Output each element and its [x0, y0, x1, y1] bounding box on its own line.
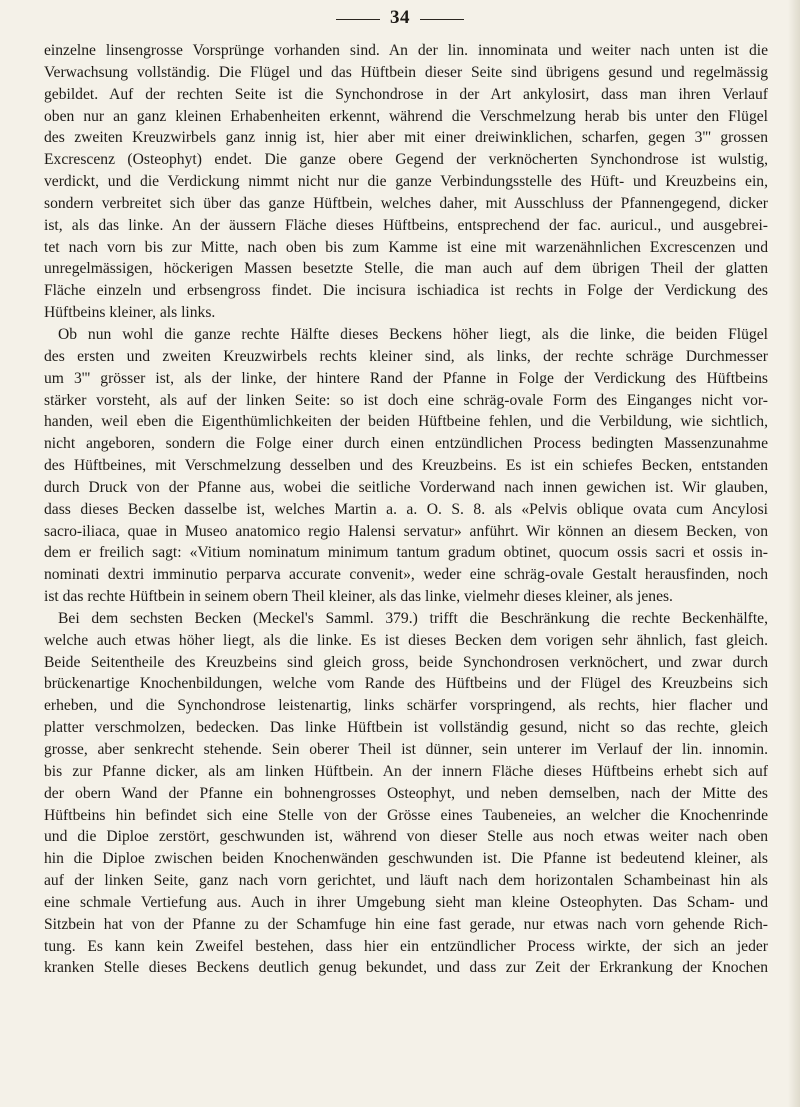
- text-line: tung. Es kann kein Zweifel bestehen, dass hier ein entzündlicher Process wirkte, der sich an jeder: [44, 937, 768, 955]
- text-line: oben nur an ganz kleinen Erhabenheiten erkennt, während die Verschmelzung herab bis unter den Flügel: [44, 107, 768, 125]
- text-line: Verwachsung vollständig. Die Flügel und das Hüftbein dieser Seite sind übrigens gesund und regelmässig: [44, 63, 768, 81]
- text-line: handen, weil eben die Eigenthümlichkeiten der beiden Hüftbeine fehlen, und die Verbildung, wie sichtlich,: [44, 413, 768, 431]
- text-line: bis zur Pfanne dicker, als am linken Hüftbein. An der innern Fläche dieses Hüftbeins erhebt sich auf: [44, 762, 768, 780]
- text-line: Excrescenz (Osteophyt) endet. Die ganze obere Gegend der verknöcherten Synchondrose ist wulstig,: [44, 151, 768, 169]
- header-rule-right: [420, 19, 464, 20]
- text-line: verdickt, und die Verdickung nimmt nicht nur die ganze Verbindungsstelle des Hüft- und Kreuzbeins ein,: [44, 173, 768, 191]
- text-line: durch Druck von der Pfanne aus, wobei die seitliche Vorderwand nach innen gewichen ist. Wir glauben,: [44, 478, 768, 496]
- text-line: eine schmale Vertiefung aus. Auch in ihrer Umgebung sieht man kleine Osteophyten. Das Scham- und: [44, 893, 768, 911]
- text-line: tet nach vorn bis zur Mitte, nach oben bis zum Kamme ist eine mit warzenähnlichen Excrescenzen und: [44, 238, 768, 256]
- text-line: stärker vorsteht, als auf der linken Seite: so ist doch eine schräg-ovale Form des Einganges nicht vor-: [44, 391, 768, 409]
- text-line: platter verschmolzen, bedecken. Das linke Hüftbein ist vollständig gesund, nicht so das rechte, gleich: [44, 719, 768, 737]
- text-line: nicht angeboren, sondern die Folge einer durch einen entzündlichen Process bedingten Massenzunahme: [44, 435, 768, 453]
- page-edge-shadow: [788, 0, 800, 1107]
- text-line: sacro-iliaca, quae in Museo anatomico regio Halensi servatur» anführt. Wir können an diesem Becken, von: [44, 522, 768, 540]
- text-line: grosse, aber senkrecht stehende. Sein oberer Theil ist dünner, sein unterer im Verlauf der lin. innomin.: [44, 741, 768, 758]
- text-line: ist, als das linke. An der äussern Fläche dieses Hüftbeins, entsprechend der fac. auricul., und ausgebrei-: [44, 216, 768, 234]
- text-line: einzelne linsengrosse Vorsprünge vorhanden sind. An der lin. innominata und weiter nach unten ist die: [44, 42, 768, 59]
- text-line: erheben, und die Synchondrose leistenartig, links schärfer vorspringend, als rechts, hier flacher und: [44, 697, 768, 715]
- text-line: des zweiten Kreuzwirbels ganz innig ist, hier aber mit einer dreiwinklichen, scharfen, gegen 3''' grossen: [44, 129, 768, 147]
- text-line: ist das rechte Hüftbein in seinem obern Theil kleiner, als das linke, vielmehr dieses kleiner, als jenes.: [44, 588, 673, 606]
- text-line: Hüftbeins kleiner, als links.: [44, 304, 216, 322]
- text-line: der obern Wand der Pfanne ein bohnengrosses Osteophyt, und neben demselben, nach der Mitte des: [44, 784, 768, 802]
- text-line: kranken Stelle dieses Beckens deutlich genug bekundet, und dass zur Zeit der Erkrankung der Knochen: [44, 959, 768, 977]
- text-line: Fläche einzeln und erbsengross findet. Die incisura ischiadica ist rechts in Folge der Verdickung des: [44, 282, 768, 300]
- text-line: des ersten und zweiten Kreuzwirbels rechts kleiner sind, als links, der rechte schräge Durchmesser: [44, 347, 768, 365]
- text-line: nominati dextri imminutio perparva accurate convenit», weder eine schräg-ovale Gestalt herausfinden, noch: [44, 566, 768, 584]
- text-line: hin die Diploe zwischen beiden Knochenwänden geschwunden ist. Die Pfanne ist bedeutend kleiner, als: [44, 850, 768, 868]
- text-line: Bei dem sechsten Becken (Meckel's Samml. 379.) trifft die Beschränkung die rechte Beckenhälfte,: [58, 609, 768, 627]
- text-line: um 3''' grösser ist, als der linke, der hintere Rand der Pfanne in Folge der Verdickung des Hüftbeins: [44, 369, 768, 387]
- body-text: [44, 40, 768, 979]
- text-line: Ob nun wohl die ganze rechte Hälfte dieses Beckens höher liegt, als die linke, die beiden Flügel: [58, 325, 768, 343]
- text-line: dem er freilich sagt: «Vitium nominatum minimum tantum gradum obtinet, quocum ossis sacri et ossis in-: [44, 544, 768, 562]
- text-line: dass dieses Becken dasselbe ist, welches Martin a. a. O. S. 8. als «Pelvis oblique ovata cum Ancylosi: [44, 500, 768, 518]
- text-line: des Hüftbeines, mit Verschmelzung desselben und des Kreuzbeins. Es ist ein schiefes Becken, entstanden: [44, 457, 768, 475]
- text-line: welche auch etwas höher liegt, als die linke. Es ist dieses Becken dem vorigen sehr ähnlich, fast gleich.: [44, 631, 768, 649]
- text-line: auf der linken Seite, ganz nach vorn gerichtet, und läuft nach dem horizontalen Schambeinast hin als: [44, 872, 768, 890]
- text-line: Beide Seitentheile des Kreuzbeins sind gleich gross, beide Synchondrosen verknöchert, und zwar durch: [44, 653, 768, 671]
- header-rule-left: [336, 19, 380, 20]
- text-line: sondern verbreitet sich über das ganze Hüftbein, welches daher, mit Ausschluss der Pfannengegend, dicker: [44, 194, 768, 212]
- text-line: gebildet. Auf der rechten Seite ist die Synchondrose in der Art ankylosirt, dass man ihren Verlauf: [44, 85, 768, 103]
- page-header: [0, 4, 800, 32]
- text-line: Sitzbein hat von der Pfanne zu der Schamfuge hin eine fast gerade, nur etwas nach vorn gehende Rich-: [44, 915, 768, 933]
- page-number: 34: [390, 7, 410, 28]
- text-line: brückenartige Knochenbildungen, welche vom Rande des Hüftbeins und der Flügel des Kreuzbeins sich: [44, 675, 768, 693]
- text-line: unregelmässigen, höckerigen Massen besetzte Stelle, die man auch auf dem übrigen Theil der glatten: [44, 260, 768, 278]
- text-line: Hüftbeins hin befindet sich eine Stelle von der Grösse eines Taubeneies, an welcher die Knochenrinde: [44, 806, 768, 824]
- text-line: und die Diploe zerstört, geschwunden ist, während von dieser Stelle aus noch etwas weiter nach oben: [44, 828, 768, 846]
